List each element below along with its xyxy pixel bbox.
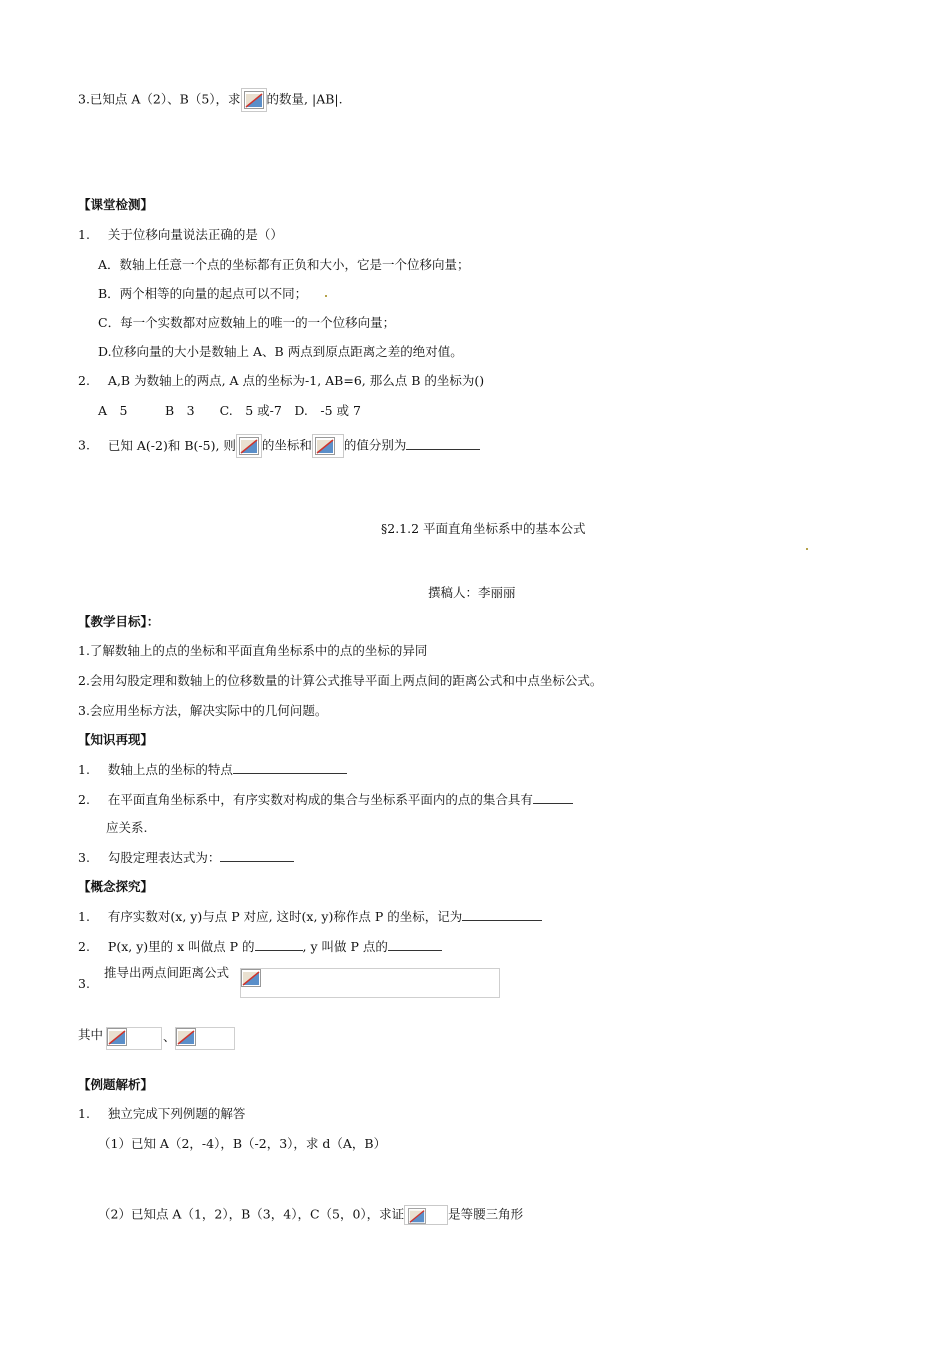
concept-q3-text: 推导出两点间距离公式	[104, 965, 230, 980]
check-q1	[78, 227, 283, 243]
check-q3-text-b: 的坐标和	[261, 437, 312, 453]
examples-q1-num: 1.	[78, 1106, 90, 1121]
check-q1-num: 1.	[78, 227, 90, 242]
section-title: §2.1.2 平面直角坐标系中的基本公式	[381, 521, 586, 536]
concept-where-label: 其中	[78, 1027, 104, 1042]
concept-q2-num: 2.	[78, 939, 90, 954]
check-q2-num: 2.	[78, 373, 90, 388]
formula-image-icon	[107, 1028, 127, 1046]
concept-where-separator: 、	[163, 1029, 176, 1044]
answer-blank[interactable]	[406, 437, 480, 450]
examples-q1	[78, 1106, 245, 1122]
check-q1-option-d: D.位移向量的大小是数轴上 A、B 两点到原点距离之差的绝对值。	[98, 344, 463, 359]
review-q1	[78, 761, 347, 778]
example-part-1: （1）已知 A（2，-4），B（-2，3），求 d（A，B）	[98, 1136, 387, 1151]
check-q2-stem: A,B 为数轴上的两点, A 点的坐标为-1, AB=6, 那么点 B 的坐标为()	[107, 373, 485, 388]
formula-image-icon	[176, 1028, 196, 1046]
distance-formula-box	[240, 968, 500, 998]
formula-image-icon	[241, 88, 267, 112]
goal-item-2: 2.会用勾股定理和数轴上的位移数量的计算公式推导平面上两点间的距离公式和中点坐标公式。	[78, 673, 603, 688]
formula-box-1	[106, 1027, 162, 1050]
question-3-top	[78, 88, 343, 112]
formula-image-icon	[241, 969, 261, 987]
review-q2-text: 在平面直角坐标系中，有序实数对构成的集合与坐标系平面内的点的集合具有	[107, 792, 533, 807]
review-q3-text: 勾股定理表达式为：	[107, 850, 221, 865]
check-q3	[78, 434, 480, 458]
examples-q1-text: 独立完成下列例题的解答	[107, 1106, 246, 1121]
concept-where	[78, 1027, 103, 1043]
formula-image-icon	[312, 434, 344, 458]
review-heading: 【知识再现】	[78, 732, 154, 747]
check-q1-option-b: B．两个相等的向量的起点可以不同；	[98, 286, 308, 301]
concept-q1	[78, 908, 542, 925]
concept-q2	[78, 938, 442, 955]
check-heading: 【课堂检测】	[78, 197, 154, 212]
question-3-text-b: 的数量, |AB|.	[266, 91, 343, 107]
example-part-2-text-a: （2）已知点 A（1，2），B（3，4），C（5，0），求证	[98, 1206, 405, 1222]
review-q2-continued: 应关系.	[106, 820, 148, 835]
section-author: 撰稿人：李丽丽	[428, 585, 516, 600]
review-q3-num: 3.	[78, 850, 90, 865]
formula-image-icon	[404, 1205, 448, 1225]
answer-blank[interactable]	[233, 761, 347, 774]
review-q2-num: 2.	[78, 792, 90, 807]
examples-heading: 【例题解析】	[78, 1077, 154, 1092]
concept-heading: 【概念探究】	[78, 879, 154, 894]
concept-q3-num: 3.	[78, 976, 90, 991]
goal-item-3: 3.会应用坐标方法，解决实际中的几何问题。	[78, 703, 328, 718]
check-q3-text-c: 的值分别为	[343, 437, 407, 453]
goals-heading: 【教学目标】：	[78, 614, 160, 629]
question-3-text-a: 3.已知点 A（2）、B（5），求	[78, 91, 241, 107]
answer-blank[interactable]	[220, 849, 294, 862]
review-q2	[78, 791, 573, 808]
check-q1-option-a: A．数轴上任意一个点的坐标都有正负和大小，它是一个位移向量；	[98, 257, 470, 272]
concept-q1-num: 1.	[78, 909, 90, 924]
review-q3	[78, 849, 294, 866]
answer-blank[interactable]	[255, 938, 303, 951]
check-q2	[78, 373, 484, 389]
formula-box-2	[175, 1027, 235, 1050]
review-q1-text: 数轴上点的坐标的特点	[107, 762, 233, 777]
review-q1-num: 1.	[78, 762, 90, 777]
check-q3-text-a: 已知 A(-2)和 B(-5), 则	[107, 437, 236, 453]
formula-image-icon	[236, 434, 262, 458]
check-q2-choices: A 5 B 3 C. 5 或-7 D. -5 或 7	[98, 403, 361, 418]
concept-q1-text: 有序实数对(x, y)与点 P 对应, 这时(x, y)称作点 P 的坐标，记为	[107, 909, 463, 924]
answer-blank[interactable]	[388, 938, 442, 951]
example-part-2-text-b: 是等腰三角形	[448, 1206, 524, 1222]
answer-blank[interactable]	[533, 791, 573, 804]
concept-q2-text-a: P(x, y)里的 x 叫做点 P 的	[107, 939, 255, 954]
answer-blank[interactable]	[462, 908, 542, 921]
check-q1-stem: 关于位移向量说法正确的是（）	[107, 227, 283, 242]
check-q1-option-c: C．每一个实数都对应数轴上的唯一的一个位移向量；	[98, 315, 396, 330]
goal-item-1: 1.了解数轴上的点的坐标和平面直角坐标系中的点的坐标的异同	[78, 643, 428, 658]
concept-q2-text-b: , y 叫做 P 点的	[302, 939, 388, 954]
example-part-2	[98, 1205, 523, 1225]
check-q3-num: 3.	[78, 437, 90, 453]
